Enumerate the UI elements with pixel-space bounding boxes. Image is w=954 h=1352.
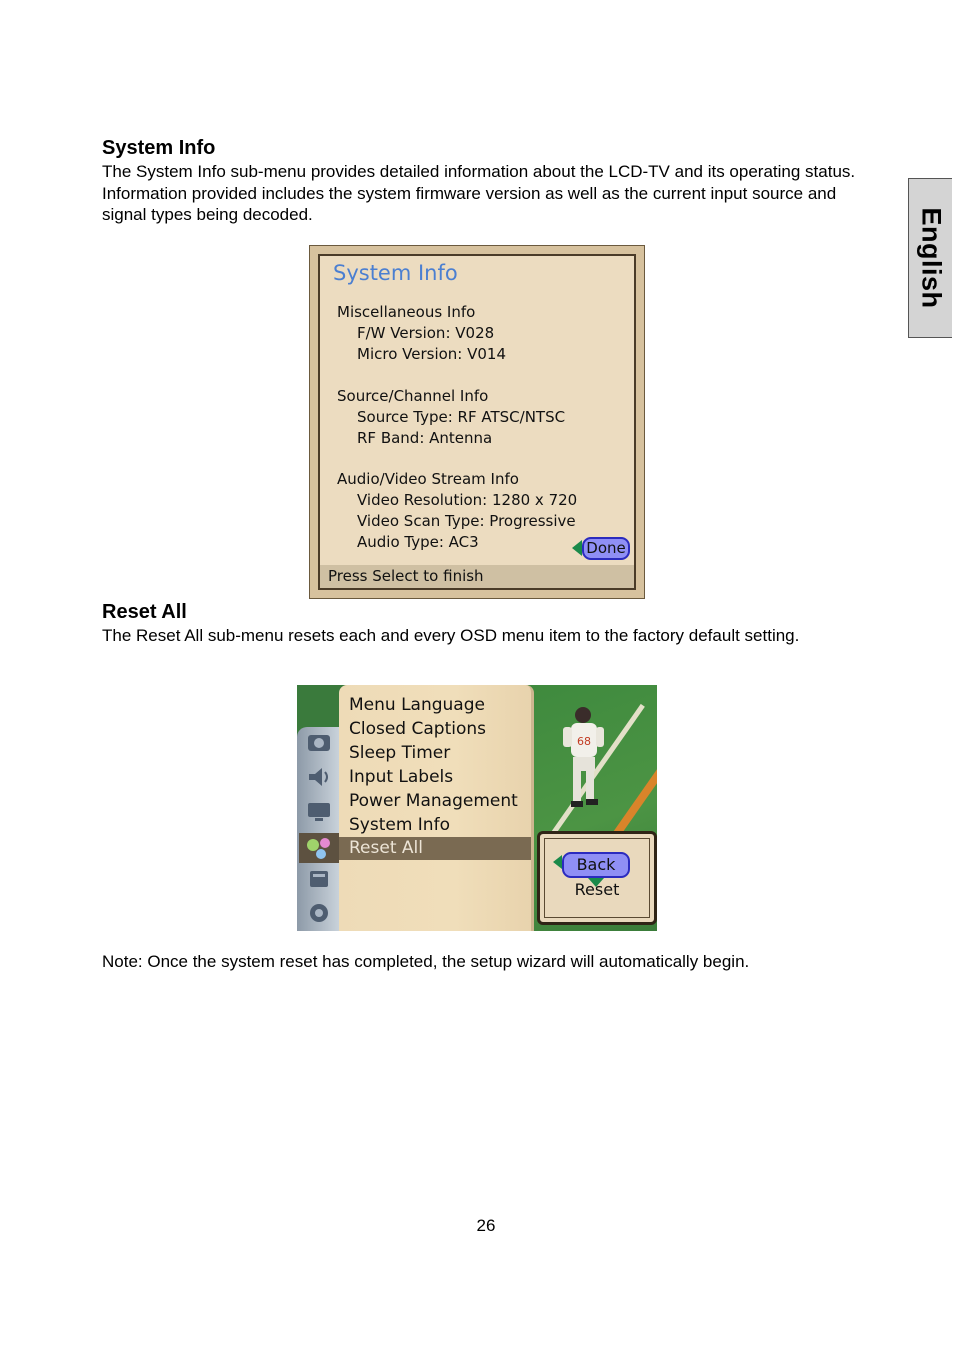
setup-submenu — [339, 685, 534, 931]
done-button[interactable]: Done — [582, 537, 630, 560]
menu-icon-rail — [297, 727, 339, 931]
menu-item-closed-captions[interactable]: Closed Captions — [349, 719, 487, 739]
reset-confirm-dialog — [537, 831, 657, 925]
system-info-heading: System Info — [102, 137, 216, 159]
menu-item-power-management[interactable]: Power Management — [349, 791, 518, 811]
osd-footer-hint: Press Select to finish — [320, 565, 634, 588]
osd-video-resolution: Video Resolution: 1280 x 720 — [357, 491, 578, 509]
menu-item-menu-language[interactable]: Menu Language — [349, 695, 485, 715]
reset-all-heading: Reset All — [102, 601, 187, 623]
audio-menu-icon[interactable] — [305, 765, 333, 789]
parental-menu-icon[interactable] — [305, 867, 333, 891]
system-info-description: The System Info sub-menu provides detailed information about the LCD-TV and its operating status. Information provided includes the system firmware version as well as the current input source and signal types being decoded. — [102, 162, 856, 224]
page-number: 26 — [476, 1216, 496, 1235]
osd-source-type: Source Type: RF ATSC/NTSC — [357, 408, 566, 426]
osd-heading-av: Audio/Video Stream Info — [337, 470, 519, 488]
language-side-tab — [908, 178, 952, 338]
osd-heading-source: Source/Channel Info — [337, 387, 489, 405]
osd-audio-type: Audio Type: AC3 — [357, 533, 479, 551]
osd-fw-version: F/W Version: V028 — [357, 324, 495, 342]
menu-item-sleep-timer[interactable]: Sleep Timer — [349, 743, 451, 763]
system-info-osd-screenshot — [309, 245, 645, 599]
player-number: 68 — [577, 735, 591, 748]
left-arrow-icon — [572, 540, 582, 556]
extra-menu-icon[interactable] — [305, 901, 333, 925]
reset-all-description: The Reset All sub-menu resets each and every OSD menu item to the factory default setting. — [102, 626, 800, 645]
osd-video-scan-type: Video Scan Type: Progressive — [357, 512, 576, 530]
left-arrow-icon — [553, 855, 562, 869]
language-tab-label: English — [916, 207, 946, 309]
menu-item-input-labels[interactable]: Input Labels — [349, 767, 454, 787]
reset-option[interactable]: Reset — [574, 880, 620, 899]
menu-item-system-info[interactable]: System Info — [349, 815, 450, 835]
reset-all-osd-screenshot — [297, 685, 657, 931]
system-info-osd-panel — [318, 254, 636, 590]
menu-item-reset-all[interactable]: Reset All — [339, 837, 531, 860]
osd-rf-band: RF Band: Antenna — [357, 429, 493, 447]
football-player-image — [559, 705, 605, 815]
back-button[interactable]: Back — [562, 852, 630, 878]
picture-menu-icon[interactable] — [305, 731, 333, 755]
tv-menu-icon[interactable] — [305, 799, 333, 823]
reset-note: Note: Once the system reset has completed, the setup wizard will automatically begin. — [102, 952, 750, 971]
osd-title: System Info — [333, 261, 458, 285]
osd-micro-version: Micro Version: V014 — [357, 345, 507, 363]
osd-heading-misc: Miscellaneous Info — [337, 303, 476, 321]
setup-menu-icon[interactable] — [299, 833, 339, 863]
